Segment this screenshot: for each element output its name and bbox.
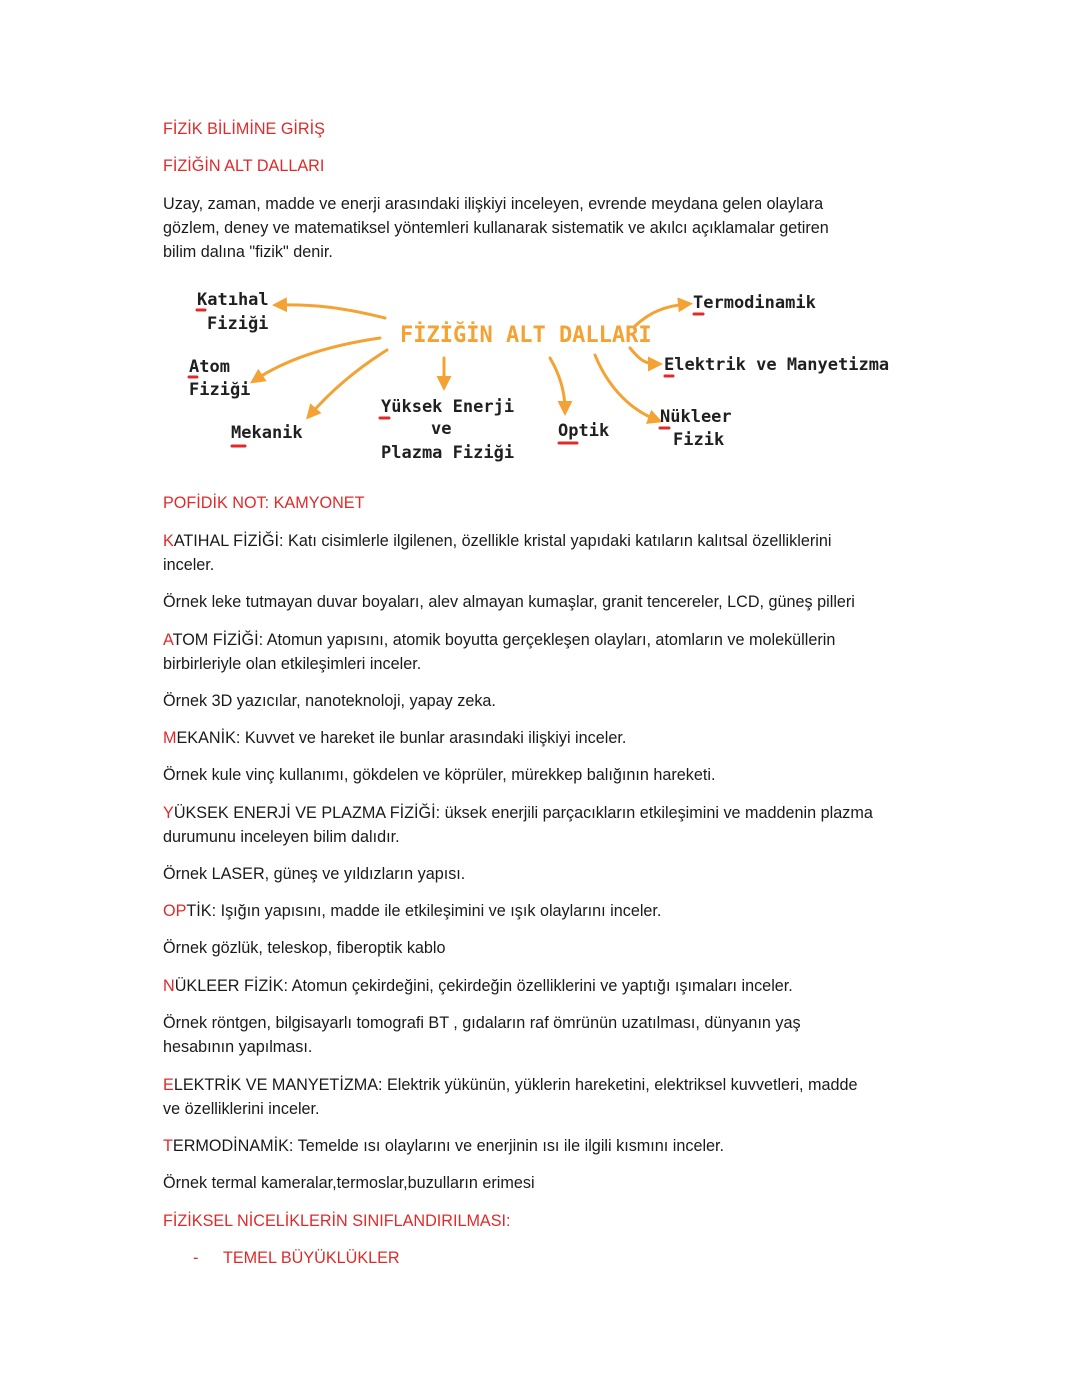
pofidik-note: POFİDİK NOT: KAMYONET [163,494,365,512]
termodinamik-example: Örnek termal kameralar,termoslar,buzulların erimesi [163,1174,535,1192]
nukleer-example-2: hesabının yapılması. [163,1038,313,1056]
yuksek-enerji-example: Örnek LASER, güneş ve yıldızların yapısı. [163,865,466,883]
node-elektrik: Elektrik ve Manyetizma [664,355,890,375]
definition-text: LEKTRİK VE MANYETİZMA: Elektrik yükünün, yüklerin hareketini, elektriksel kuvvetleri, madde [173,1076,858,1094]
optik-definition [163,899,661,923]
initial-letter: OP [163,902,187,920]
katihal-example: Örnek leke tutmayan duvar boyaları, alev almayan kumaşlar, granit tencereler, LCD, güneş pilleri [163,593,855,611]
nukleer-example-1: Örnek röntgen, bilgisayarlı tomografi BT , gıdaların raf ömrünün uzatılması, dünyanın yaş [163,1014,801,1032]
node-yuksek-line1: Yüksek Enerji [381,397,515,417]
node-atom-line2: Fiziği [189,380,251,400]
diagram-title: FİZİĞİN ALT DALLARI [400,323,652,348]
node-katihal-line2: Fiziği [207,314,269,334]
katihal-definition [163,529,831,553]
intro-line-3: bilim dalına "fizik" denir. [163,243,333,261]
elektrik-definition [163,1073,858,1097]
intro-line-2: gözlem, deney ve matematiksel yöntemleri kullanarak sistematik ve akılcı açıklamalar getiren [163,219,829,237]
heading-fizik-bilimine-giris: FİZİK BİLİMİNE GİRİŞ [163,120,325,138]
bullet-dash: - [193,1249,199,1267]
definition-text: ATIHAL FİZİĞİ: Katı cisimlerle ilgilenen, özellikle kristal yapıdaki katıların kalıtsal özelliklerini [173,532,832,550]
initial-letter: Y [163,804,174,822]
bullet-temel-buyuklukler: TEMEL BÜYÜKLÜKLER [223,1249,400,1267]
node-yuksek-line2: ve [431,419,452,439]
arrow-optik [550,358,565,410]
termodinamik-definition [163,1134,724,1158]
definition-text: EKANİK: Kuvvet ve hareket ile bunlar arasındaki ilişkiyi inceler. [176,729,627,747]
arrow-nukleer [595,355,657,420]
node-optik: Optik [558,421,610,441]
heading-fizigin-alt-dallari: FİZİĞİN ALT DALLARI [163,157,325,175]
initial-letter: E [163,1076,174,1094]
node-mekanik: Mekanik [231,423,303,443]
atom-example: Örnek 3D yazıcılar, nanoteknoloji, yapay zeka. [163,692,496,710]
definition-text: TİK: Işığın yapısını, madde ile etkileşimini ve ışık olaylarını inceler. [186,902,662,920]
arrow-atom [255,338,380,380]
definition-text: ÜKLEER FİZİK: Atomun çekirdeğini, çekirdeğin özelliklerini ve yaptığı ışımaları inceler. [174,977,793,995]
atom-definition [163,628,835,652]
optik-example: Örnek gözlük, teleskop, fiberoptik kablo [163,939,446,957]
mekanik-example: Örnek kule vinç kullanımı, gökdelen ve köprüler, mürekkep balığının hareketi. [163,766,716,784]
yuksek-enerji-definition-cont: durumunu inceleyen bilim dalıdır. [163,828,400,846]
nukleer-definition [163,974,793,998]
initial-letter: K [163,532,174,550]
node-atom-line1: Atom [189,357,230,377]
definition-text: TOM FİZİĞİ: Atomun yapısını, atomik boyutta gerçekleşen olayları, atomların ve moleküllerin [172,631,836,649]
initial-letter: T [163,1137,173,1155]
yuksek-enerji-definition [163,801,873,825]
mekanik-definition [163,726,626,750]
elektrik-definition-cont: ve özelliklerini inceler. [163,1100,320,1118]
arrow-mekanik [310,350,387,415]
mind-map-diagram [175,280,915,480]
arrow-katihal [278,305,385,318]
atom-definition-cont: birbirleriyle olan etkileşimleri inceler. [163,655,422,673]
definition-text: ERMODİNAMİK: Temelde ısı olaylarını ve enerjinin ısı ile ilgili kısmını inceler. [172,1137,725,1155]
node-nukleer-line1: Nükleer [660,407,732,427]
node-katihal-line1: Katıhal [197,290,269,310]
heading-fiziksel-nicelikler: FİZİKSEL NİCELİKLERİN SINIFLANDIRILMASI: [163,1212,511,1230]
definition-text: ÜKSEK ENERJİ VE PLAZMA FİZİĞİ: üksek enerjili parçacıkların etkileşimini ve maddenin plazma [173,804,873,822]
node-yuksek-line3: Plazma Fiziği [381,443,515,463]
node-nukleer-line2: Fizik [673,430,725,450]
initial-letter: A [163,631,173,649]
katihal-definition-cont: inceler. [163,556,215,574]
node-termodinamik: Termodinamik [693,293,816,313]
intro-line-1: Uzay, zaman, madde ve enerji arasındaki ilişkiyi inceleyen, evrende meydana gelen olaylara [163,195,824,213]
initial-letter: N [163,977,175,995]
arrow-elektrik [630,348,657,364]
initial-letter: M [163,729,177,747]
